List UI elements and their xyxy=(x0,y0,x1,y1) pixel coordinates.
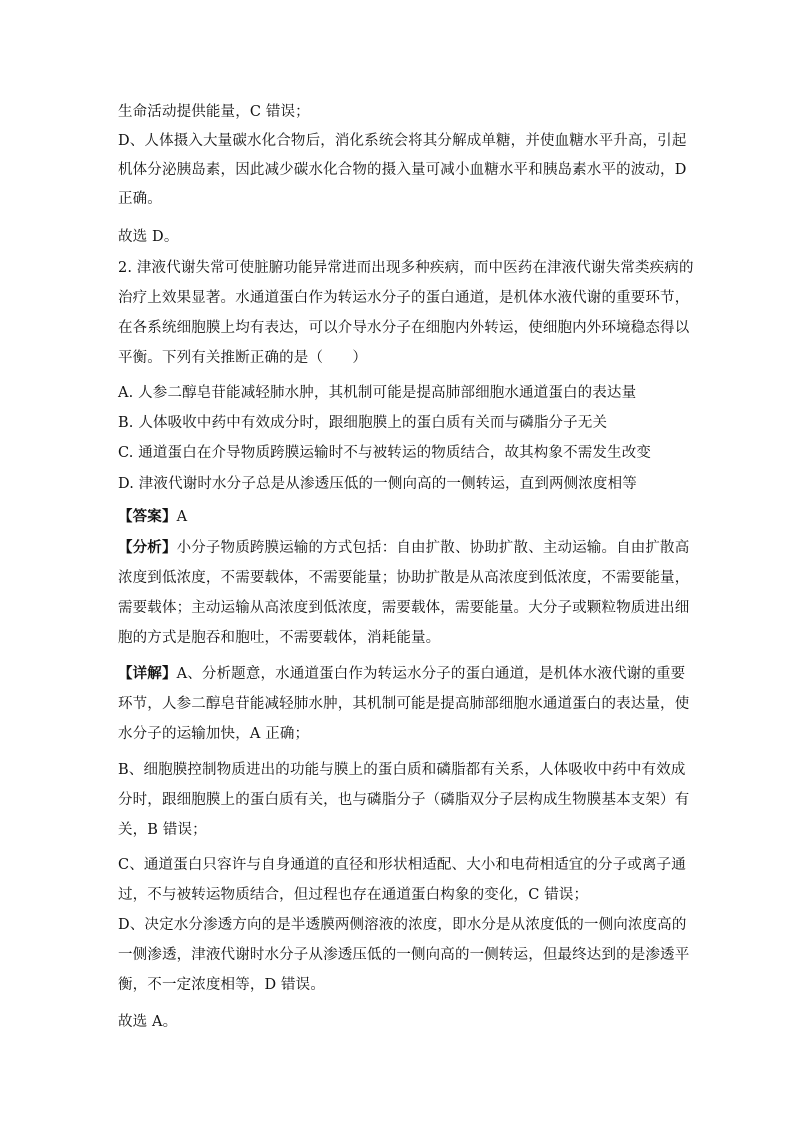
prev-c-conclusion: 生命活动提供能量，C 错误； xyxy=(118,104,310,120)
answer-label: 【答案】 xyxy=(118,508,177,525)
option-b: B. 人体吸收中药中有效成分时，跟细胞膜上的蛋白质有关而与磷脂分子无关 xyxy=(118,415,608,431)
question-stem-line-1: 2. 津液代谢失常可使脏腑功能异常进而出现多种疾病，而中医药在津液代谢失常类疾病的 xyxy=(118,260,694,276)
prev-d-line-3: 正确。 xyxy=(118,191,162,207)
question-stem-line-3: 在各系统细胞膜上均有表达，可以介导水分子在细胞内外转运，使细胞内外环境稳态得以 xyxy=(118,320,690,336)
detail-d-line-1: D、决定水分渗透方向的是半透膜两侧溶液的浓度，即水分是从浓度低的一侧向浓度高的 xyxy=(118,917,687,933)
detail-line-1 xyxy=(118,664,685,684)
analysis-label: 【分析】 xyxy=(118,539,177,556)
option-a: A. 人参二醇皂苷能减轻肺水肿，其机制可能是提高肺部细胞水通道蛋白的表达量 xyxy=(118,385,637,401)
analysis-line-1 xyxy=(118,538,689,558)
question-stem-line-2: 治疗上效果显著。水通道蛋白作为转运水分子的蛋白通道，是机体水液代谢的重要环节， xyxy=(118,290,690,306)
detail-conclusion: 故选 A。 xyxy=(118,1014,178,1030)
detail-d-line-2: 一侧渗透，津液代谢时水分子从渗透压低的一侧向高的一侧转运，但最终达到的是渗透平 xyxy=(118,947,690,963)
detail-b-line-2: 分时，跟细胞膜上的蛋白质有关，也与磷脂分子（磷脂双分子层构成生物膜基本支架）有 xyxy=(118,792,690,808)
answer-line xyxy=(118,507,187,527)
analysis-text-1: 小分子物质跨膜运输的方式包括：自由扩散、协助扩散、主动运输。自由扩散高 xyxy=(176,540,690,556)
answer-value: A xyxy=(176,509,188,525)
prev-d-line-1: D、人体摄入大量碳水化合物后，消化系统会将其分解成单糖，并使血糖水平升高，引起 xyxy=(118,133,687,149)
detail-b-line-1: B、细胞膜控制物质进出的功能与膜上的蛋白质和磷脂都有关系，人体吸收中药中有效成 xyxy=(118,762,686,778)
option-c: C. 通道蛋白在介导物质跨膜运输时不与被转运的物质结合，故其构象不需发生改变 xyxy=(118,445,651,461)
analysis-line-4: 胞的方式是胞吞和胞吐，不需要载体，消耗能量。 xyxy=(118,630,441,646)
prev-d-line-2: 机体分泌胰岛素，因此减少碳水化合物的摄入量可减小血糖水平和胰岛素水平的波动，D xyxy=(118,162,687,178)
detail-c-line-1: C、通道蛋白只容许与自身通道的直径和形状相适配、大小和电荷相适宜的分子或离子通 xyxy=(118,857,686,873)
prev-answer-choice: 故选 D。 xyxy=(118,229,179,245)
detail-label: 【详解】 xyxy=(118,665,177,682)
detail-b-line-3: 关，B 错误； xyxy=(118,822,207,838)
analysis-line-2: 浓度到低浓度，不需要载体，不需要能量；协助扩散是从高浓度到低浓度，不需要能量， xyxy=(118,570,690,586)
detail-a-text-1: A、分析题意，水通道蛋白作为转运水分子的蛋白通道，是机体水液代谢的重要 xyxy=(176,666,686,682)
question-stem-line-4: 平衡。下列有关推断正确的是（ ） xyxy=(118,350,368,366)
detail-a-line-2: 环节，人参二醇皂苷能减轻肺水肿，其机制可能是提高肺部细胞水通道蛋白的表达量，使 xyxy=(118,696,690,712)
detail-a-line-3: 水分子的运输加快，A 正确； xyxy=(118,726,310,742)
option-d: D. 津液代谢时水分子总是从渗透压低的一侧向高的一侧转运，直到两侧浓度相等 xyxy=(118,476,637,492)
detail-c-line-2: 过，不与被转运物质结合，但过程也存在通道蛋白构象的变化，C 错误； xyxy=(118,887,589,903)
detail-d-line-3: 衡，不一定浓度相等，D 错误。 xyxy=(118,977,325,993)
analysis-line-3: 需要载体；主动运输从高浓度到低浓度，需要载体，需要能量。大分子或颗粒物质进出细 xyxy=(118,600,690,616)
